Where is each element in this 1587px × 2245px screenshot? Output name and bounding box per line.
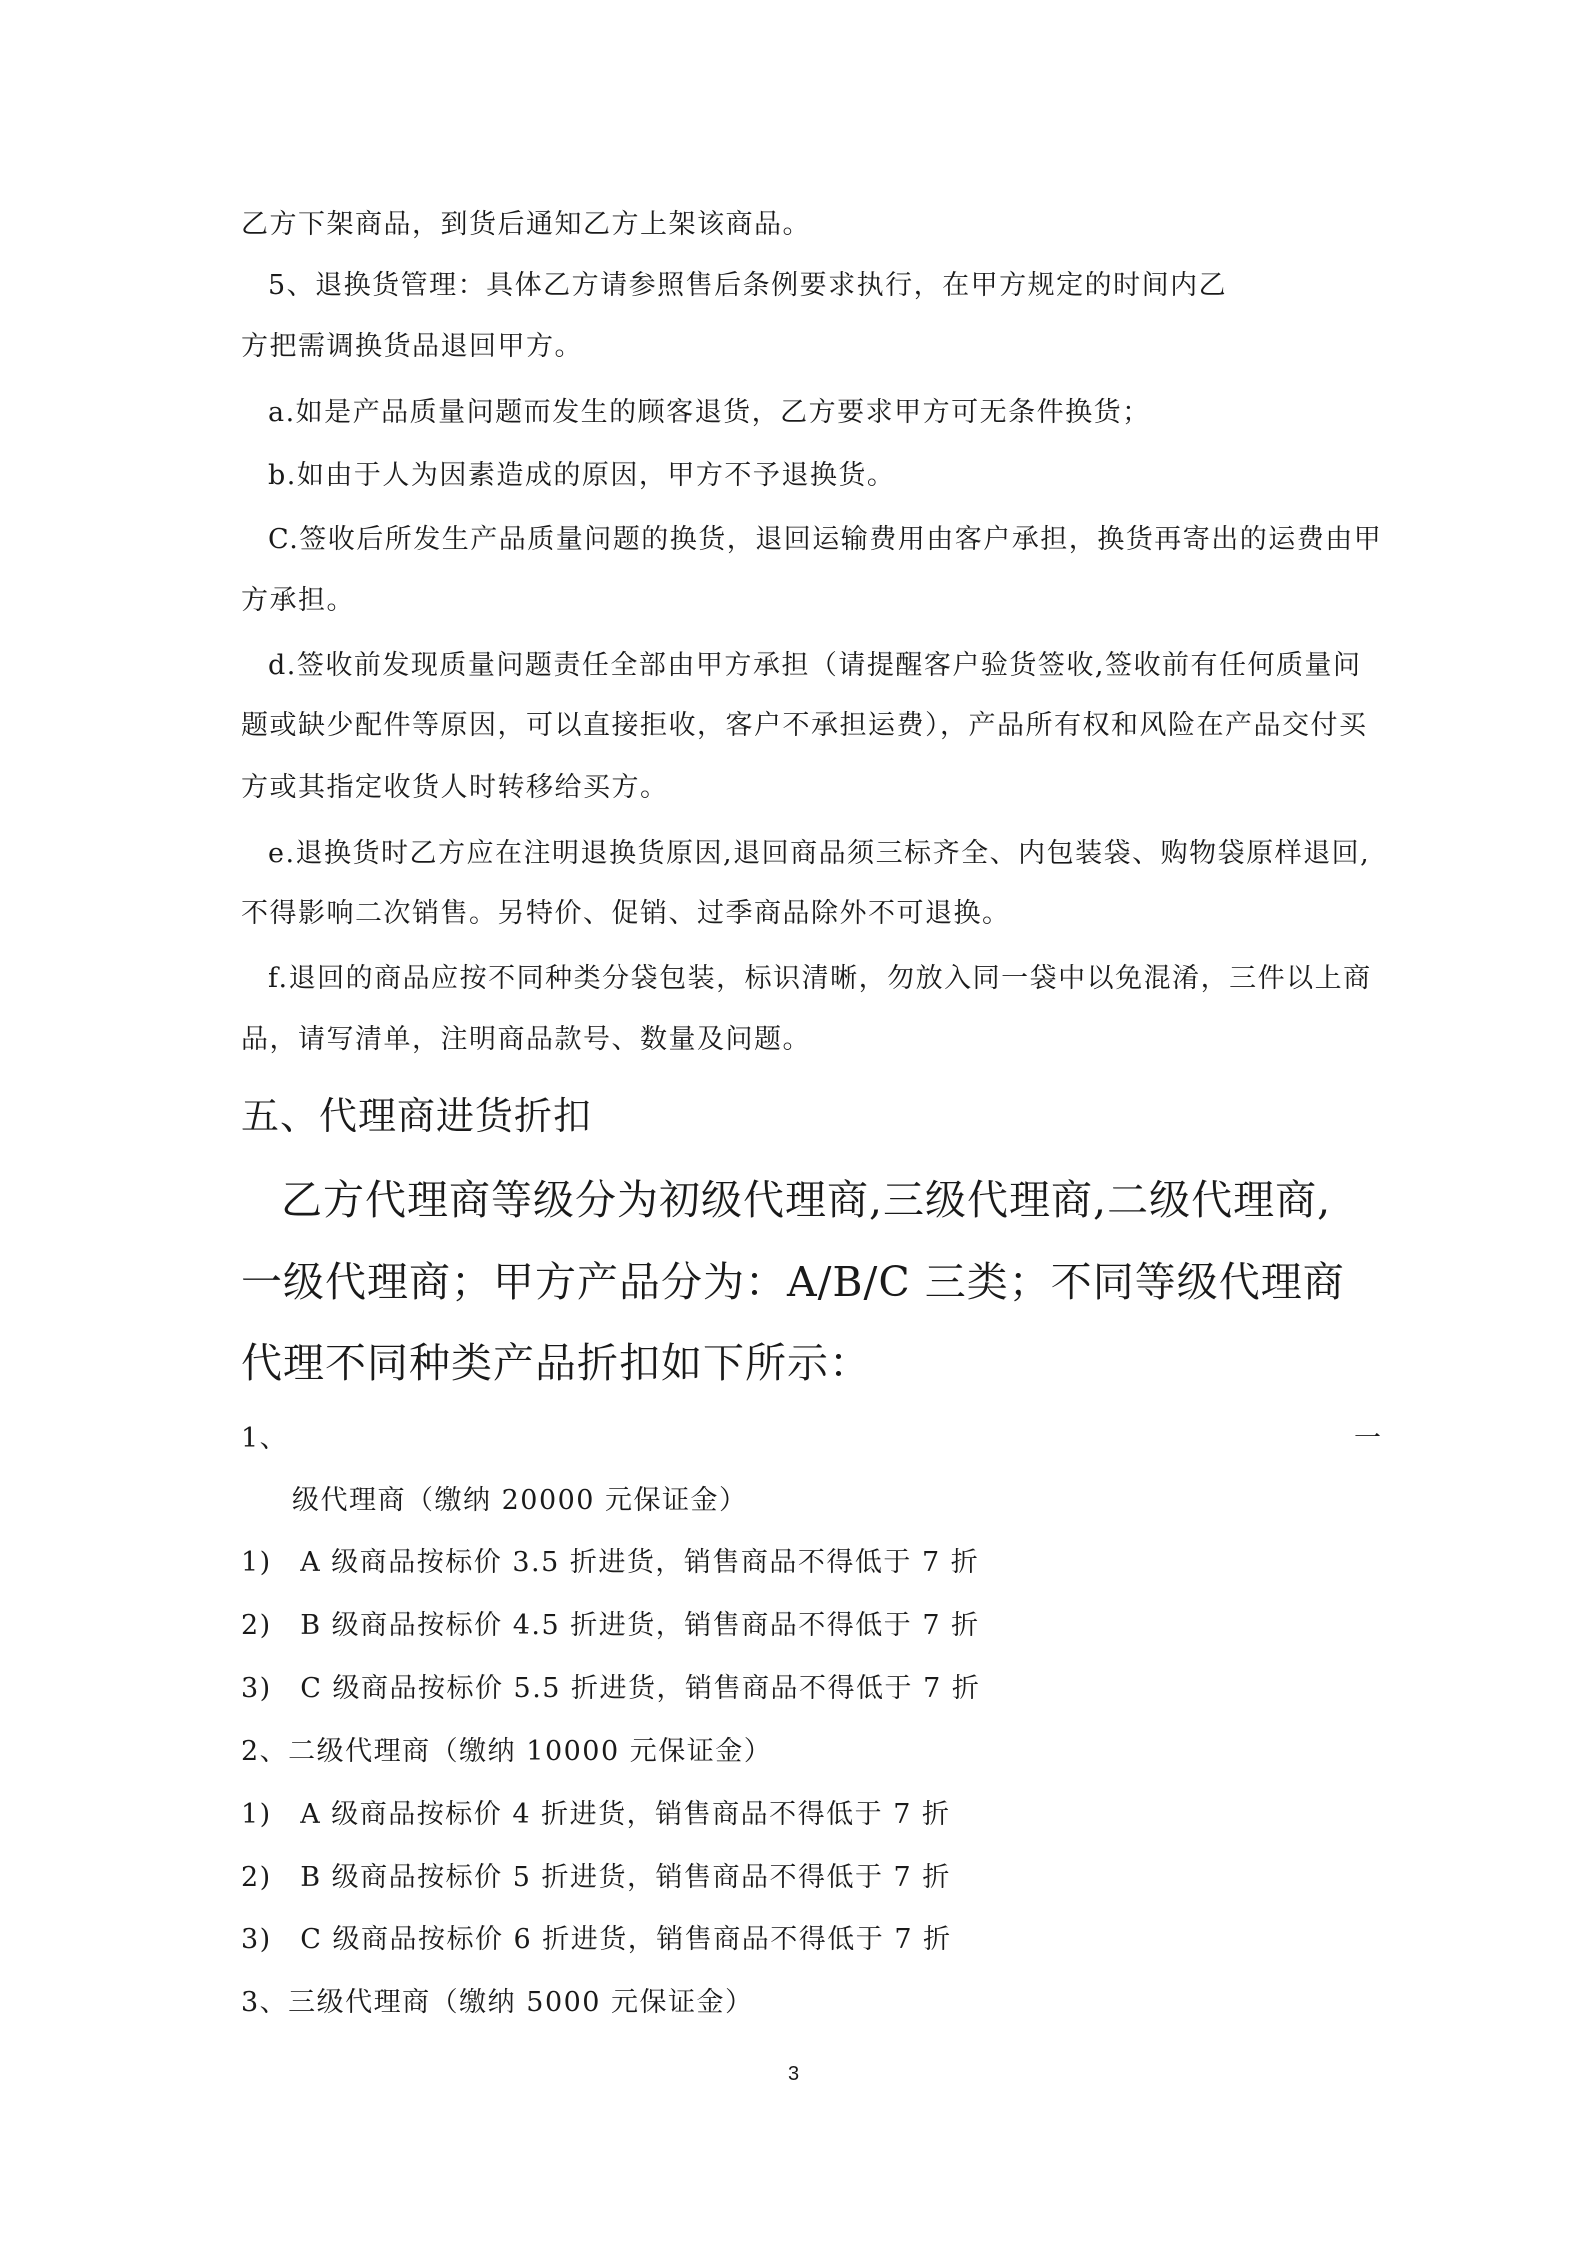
sub-item-d: d.签收前发现质量问题责任全部由甲方承担（请提醒客户验货签收,签收前有任何质量问 — [268, 650, 1362, 681]
sub-item-c: 方承担。 — [241, 585, 355, 616]
sub-item-a: a.如是产品质量问题而发生的顾客退货，乙方要求甲方可无条件换货； — [268, 397, 1151, 428]
page-number: 3 — [787, 2063, 800, 2085]
sub-item-c: C.签收后所发生产品质量问题的换货，退回运输费用由客户承担，换货再寄出的运费由甲 — [268, 524, 1383, 555]
paragraph-line: 乙方下架商品，到货后通知乙方上架该商品。 — [241, 209, 811, 240]
item-5-line: 5、退换货管理：具体乙方请参照售后条例要求执行，在甲方规定的时间内乙 — [268, 270, 1228, 301]
tier-1-item: 1) A 级商品按标价 3.5 折进货，销售商品不得低于 7 折 — [241, 1547, 980, 1578]
tier-1-number: 1、 — [241, 1423, 289, 1454]
section-heading: 五、代理商进货折扣 — [241, 1094, 593, 1138]
sub-item-d: 方或其指定收货人时转移给买方。 — [241, 772, 669, 803]
sub-item-e: e.退换货时乙方应在注明退换货原因,退回商品须三标齐全、内包装袋、购物袋原样退回, — [268, 838, 1371, 869]
sub-item-b: b.如由于人为因素造成的原因，甲方不予退换货。 — [268, 460, 896, 491]
intro-line: 代理不同种类产品折扣如下所示： — [241, 1339, 871, 1387]
tier-2-item: 3) C 级商品按标价 6 折进货，销售商品不得低于 7 折 — [241, 1924, 952, 1955]
tier-2-item: 1) A 级商品按标价 4 折进货，销售商品不得低于 7 折 — [241, 1799, 951, 1830]
intro-line: 一级代理商；甲方产品分为：A/B/C 三类；不同等级代理商 — [241, 1258, 1345, 1306]
sub-item-f: 品，请写清单，注明商品款号、数量及问题。 — [241, 1024, 811, 1055]
tier-1-title: 级代理商（缴纳 20000 元保证金） — [292, 1485, 748, 1516]
tier-1-item: 3) C 级商品按标价 5.5 折进货，销售商品不得低于 7 折 — [241, 1673, 981, 1704]
sub-item-e: 不得影响二次销售。另特价、促销、过季商品除外不可退换。 — [241, 898, 1011, 929]
tier-3-title: 3、三级代理商（缴纳 5000 元保证金） — [241, 1987, 754, 2018]
sub-item-f: f.退回的商品应按不同种类分袋包装，标识清晰，勿放入同一袋中以免混淆，三件以上商 — [268, 963, 1372, 994]
tier-1-dash: 一 — [1354, 1423, 1381, 1454]
intro-line: 乙方代理商等级分为初级代理商,三级代理商,二级代理商, — [281, 1176, 1332, 1224]
sub-item-d: 题或缺少配件等原因，可以直接拒收，客户不承担运费），产品所有权和风险在产品交付买 — [241, 710, 1368, 741]
tier-1-item: 2) B 级商品按标价 4.5 折进货，销售商品不得低于 7 折 — [241, 1610, 980, 1641]
tier-2-item: 2) B 级商品按标价 5 折进货，销售商品不得低于 7 折 — [241, 1862, 951, 1893]
tier-2-title: 2、二级代理商（缴纳 10000 元保证金） — [241, 1736, 773, 1767]
item-5-line: 方把需调换货品退回甲方。 — [241, 331, 583, 362]
